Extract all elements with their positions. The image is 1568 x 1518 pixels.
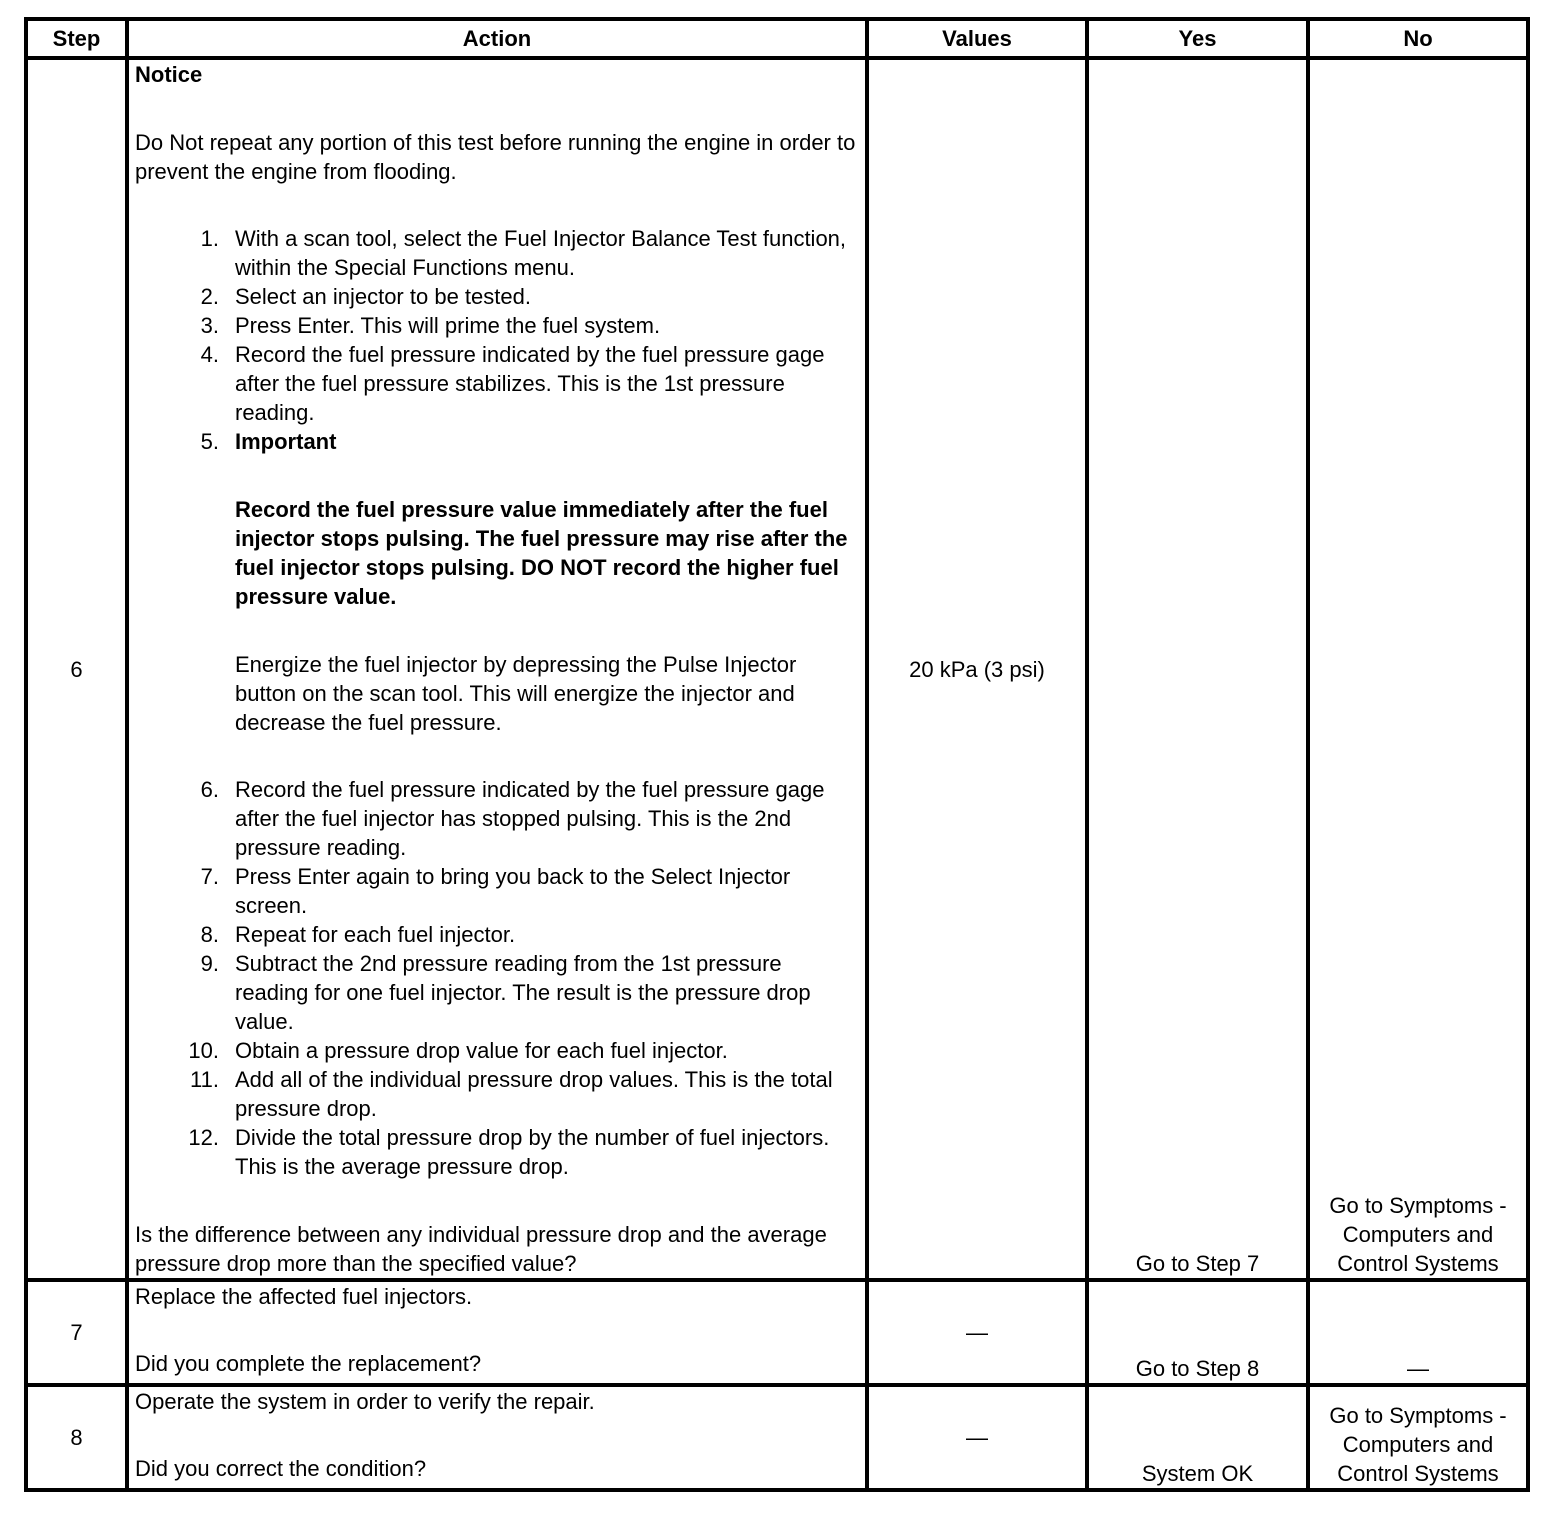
step-number: 8 <box>26 1385 127 1490</box>
no-cell: — <box>1308 1280 1528 1385</box>
header-values: Values <box>867 19 1087 58</box>
list-item: 5. Important Record the fuel pressure value immediately after the fuel injector stops pulsing. The fuel pressure may rise after the fuel injector stops pulsing. DO NOT record the higher fuel pressure value. Energize the fuel injector by depressing the Pulse Injector button on the scan tool. This will energize the injector and decrease the fuel pressure. <box>135 427 859 775</box>
diagnostic-procedure-table <box>24 17 1530 1492</box>
list-item: 9. Subtract the 2nd pressure reading from the 1st pressure reading for one fuel injector. The result is the pressure drop value. <box>200 951 811 1034</box>
important-title: Important <box>235 429 337 454</box>
header-row <box>26 19 1528 58</box>
table-row-step-6 <box>26 58 1528 1280</box>
no-cell: Go to Symptoms - Computers and Control Systems <box>1308 1385 1528 1490</box>
question-text: Is the difference between any individual pressure drop and the average pressure drop more than the specified value? <box>135 1222 827 1276</box>
step-number: 7 <box>26 1280 127 1385</box>
yes-cell: System OK <box>1087 1385 1308 1490</box>
list-item: 1. With a scan tool, select the Fuel Injector Balance Test function, within the Special Functions menu. <box>200 226 847 280</box>
list-item: 10. Obtain a pressure drop value for each fuel injector. <box>188 1038 728 1063</box>
notice-title: Notice <box>135 62 203 87</box>
notice-text: Do Not repeat any portion of this test before running the engine in order to prevent the engine from flooding. <box>135 130 856 184</box>
table-row-step-8 <box>26 1385 1528 1490</box>
list-item: 11. Add all of the individual pressure drop values. This is the total pressure drop. <box>190 1067 833 1121</box>
energize-text: Energize the fuel injector by depressing the Pulse Injector button on the scan tool. This will energize the injector and decrease the fuel pressure. <box>235 652 797 735</box>
important-text: Record the fuel pressure value immediately after the fuel injector stops pulsing. The fuel pressure may rise after the fuel injector stops pulsing. DO NOT record the higher fuel pressure value. <box>235 497 848 609</box>
action-cell <box>127 1280 867 1385</box>
yes-cell: Go to Step 7 <box>1087 58 1308 1280</box>
list-item: 3. Press Enter. This will prime the fuel system. <box>200 313 661 338</box>
values-cell: — <box>867 1385 1087 1490</box>
question-text: Did you correct the condition? <box>135 1456 427 1481</box>
header-action: Action <box>127 19 867 58</box>
step-number: 6 <box>26 58 127 1280</box>
action-text: Replace the affected fuel injectors. <box>135 1284 473 1309</box>
action-text: Operate the system in order to verify the repair. <box>135 1389 595 1414</box>
action-cell <box>127 58 867 1280</box>
header-yes: Yes <box>1087 19 1308 58</box>
table-row-step-7 <box>26 1280 1528 1385</box>
no-cell: Go to Symptoms - Computers and Control Systems <box>1308 58 1528 1280</box>
question-text: Did you complete the replacement? <box>135 1351 482 1376</box>
values-cell: 20 kPa (3 psi) <box>867 58 1087 1280</box>
header-no: No <box>1308 19 1528 58</box>
yes-cell: Go to Step 8 <box>1087 1280 1308 1385</box>
list-item: 8. Repeat for each fuel injector. <box>200 922 516 947</box>
action-cell <box>127 1385 867 1490</box>
list-item: 4. Record the fuel pressure indicated by the fuel pressure gage after the fuel pressure stabilizes. This is the 1st pressure reading. <box>200 342 825 425</box>
list-item: 2. Select an injector to be tested. <box>200 284 531 309</box>
procedure-list <box>135 224 859 1181</box>
list-item: 6. Record the fuel pressure indicated by the fuel pressure gage after the fuel injector has stopped pulsing. This is the 2nd pressure reading. <box>200 777 825 860</box>
header-step: Step <box>26 19 127 58</box>
list-item: 7. Press Enter again to bring you back to the Select Injector screen. <box>200 864 791 918</box>
list-item: 12. Divide the total pressure drop by the number of fuel injectors. This is the average pressure drop. <box>188 1125 830 1179</box>
values-cell: — <box>867 1280 1087 1385</box>
